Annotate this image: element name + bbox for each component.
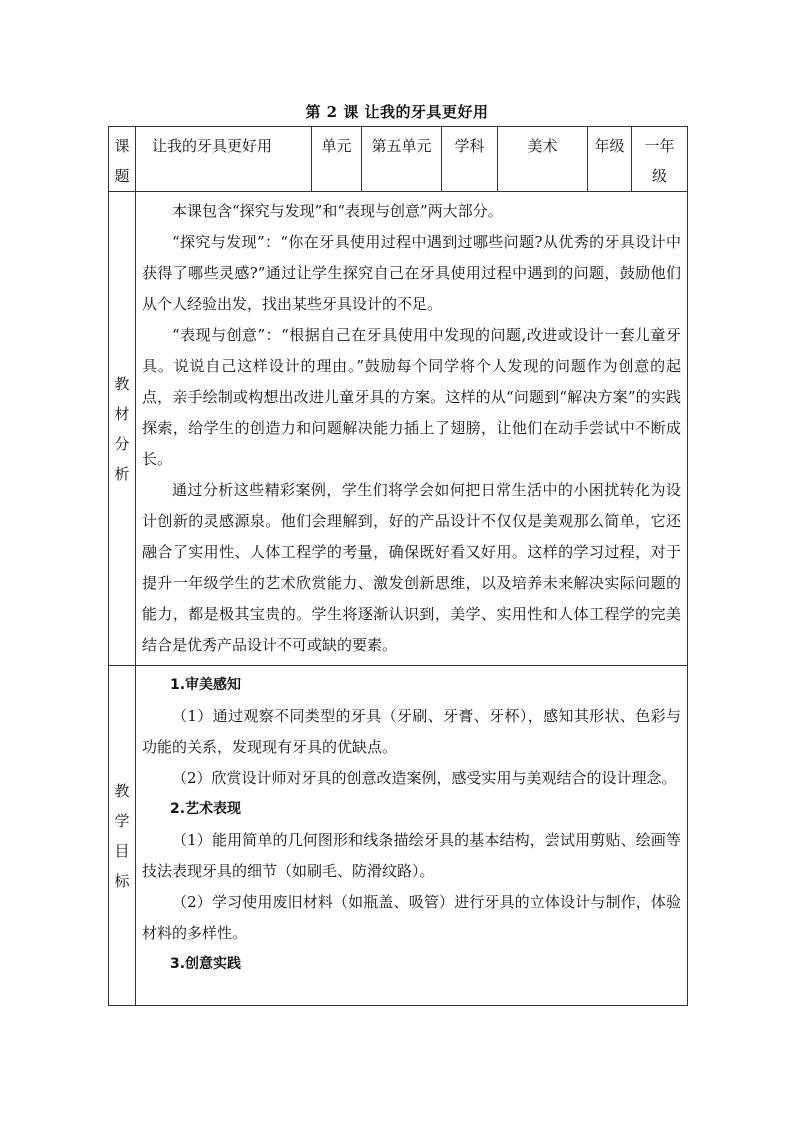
subject-value: 美术 (498, 127, 588, 192)
unit-value: 第五单元 (362, 127, 442, 192)
analysis-label-char: 分 (114, 434, 130, 453)
analysis-row (109, 192, 688, 666)
lesson-title: 第 2 课 让我的牙具更好用 (305, 103, 489, 121)
goals-label-char: 标 (114, 871, 130, 890)
topic-label-char-2: 题 (114, 167, 130, 185)
analysis-label (109, 192, 136, 666)
goal-heading-art: 2.艺术表现 (170, 801, 242, 817)
analysis-label-char: 教 (114, 374, 130, 393)
goals-label (109, 666, 136, 1006)
goals-label-char: 目 (114, 841, 130, 860)
lesson-plan-table (108, 126, 688, 1006)
goals-label-char: 学 (114, 811, 130, 830)
topic-label (109, 127, 136, 192)
analysis-label-char: 材 (114, 404, 130, 423)
unit-label: 单元 (312, 127, 362, 192)
grade-value-line-1: 一年 (644, 137, 675, 155)
goals-content (136, 666, 688, 1006)
goal-item: （2）欣赏设计师对牙具的创意改造案例，感受实用与美观结合的设计理念。 (172, 769, 677, 787)
grade-label: 年级 (588, 127, 632, 192)
analysis-content (136, 192, 688, 666)
goal-heading-creative: 3.创意实践 (170, 956, 242, 972)
goal-item: （1）能用简单的几何图形和线条描绘牙具的基本结构，尝试用剪贴、绘画等技法表现牙具的细节（如刷毛、防滑纹路）。 (142, 831, 681, 880)
grade-value (632, 127, 688, 192)
subject-label: 学科 (442, 127, 498, 192)
goal-heading-aesthetic: 1.审美感知 (170, 677, 242, 693)
topic-label-char-1: 课 (114, 137, 130, 155)
header-row (109, 127, 688, 192)
grade-value-line-2: 级 (651, 167, 667, 185)
analysis-paragraph: “表现与创意”：“根据自己在牙具使用中发现的问题,改进或设计一套儿童牙具。说说自己这样设计的理由。”鼓励每个同学将个人发现的问题作为创意的起点，亲手绘制或构想出改进儿童牙具的方案。这样的从“问题到“解决方案”的实践探索，给学生的创造力和问题解决能力插上了翅膀，让他们在动手尝试中不断成长。 (142, 326, 681, 468)
goals-label-char: 教 (114, 781, 130, 800)
analysis-paragraph: “探究与发现”：“你在牙具使用过程中遇到过哪些问题?从优秀的牙具设计中获得了哪些灵感?”通过让学生探究自己在牙具使用过程中遇到的问题，鼓励他们从个人经验出发，找出某些牙具设计的不足。 (142, 233, 681, 313)
analysis-paragraph: 通过分析这些精彩案例，学生们将学会如何把日常生活中的小困扰转化为设计创新的灵感源泉。他们会理解到，好的产品设计不仅仅是美观那么简单，它还融合了实用性、人体工程学的考量，确保既好看又好用。这样的学习过程，对于提升一年级学生的艺术欣赏能力、激发创新思维，以及培养未来解决实际问题的能力，都是极其宝贵的。学生将逐渐认识到，美学、实用性和人体工程学的完美结合是优秀产品设计不可或缺的要素。 (142, 481, 681, 654)
topic-value: 让我的牙具更好用 (136, 127, 312, 192)
goals-row (109, 666, 688, 1006)
analysis-paragraph: 本课包含“探究与发现”和“表现与创意”两大部分。 (172, 202, 503, 220)
goal-item: （1）通过观察不同类型的牙具（牙刷、牙膏、牙杯），感知其形状、色彩与功能的关系，发现现有牙具的优缺点。 (142, 707, 681, 756)
analysis-label-char: 析 (114, 464, 130, 483)
goal-item: （2）学习使用废旧材料（如瓶盖、吸管）进行牙具的立体设计与制作，体验材料的多样性。 (142, 893, 681, 942)
